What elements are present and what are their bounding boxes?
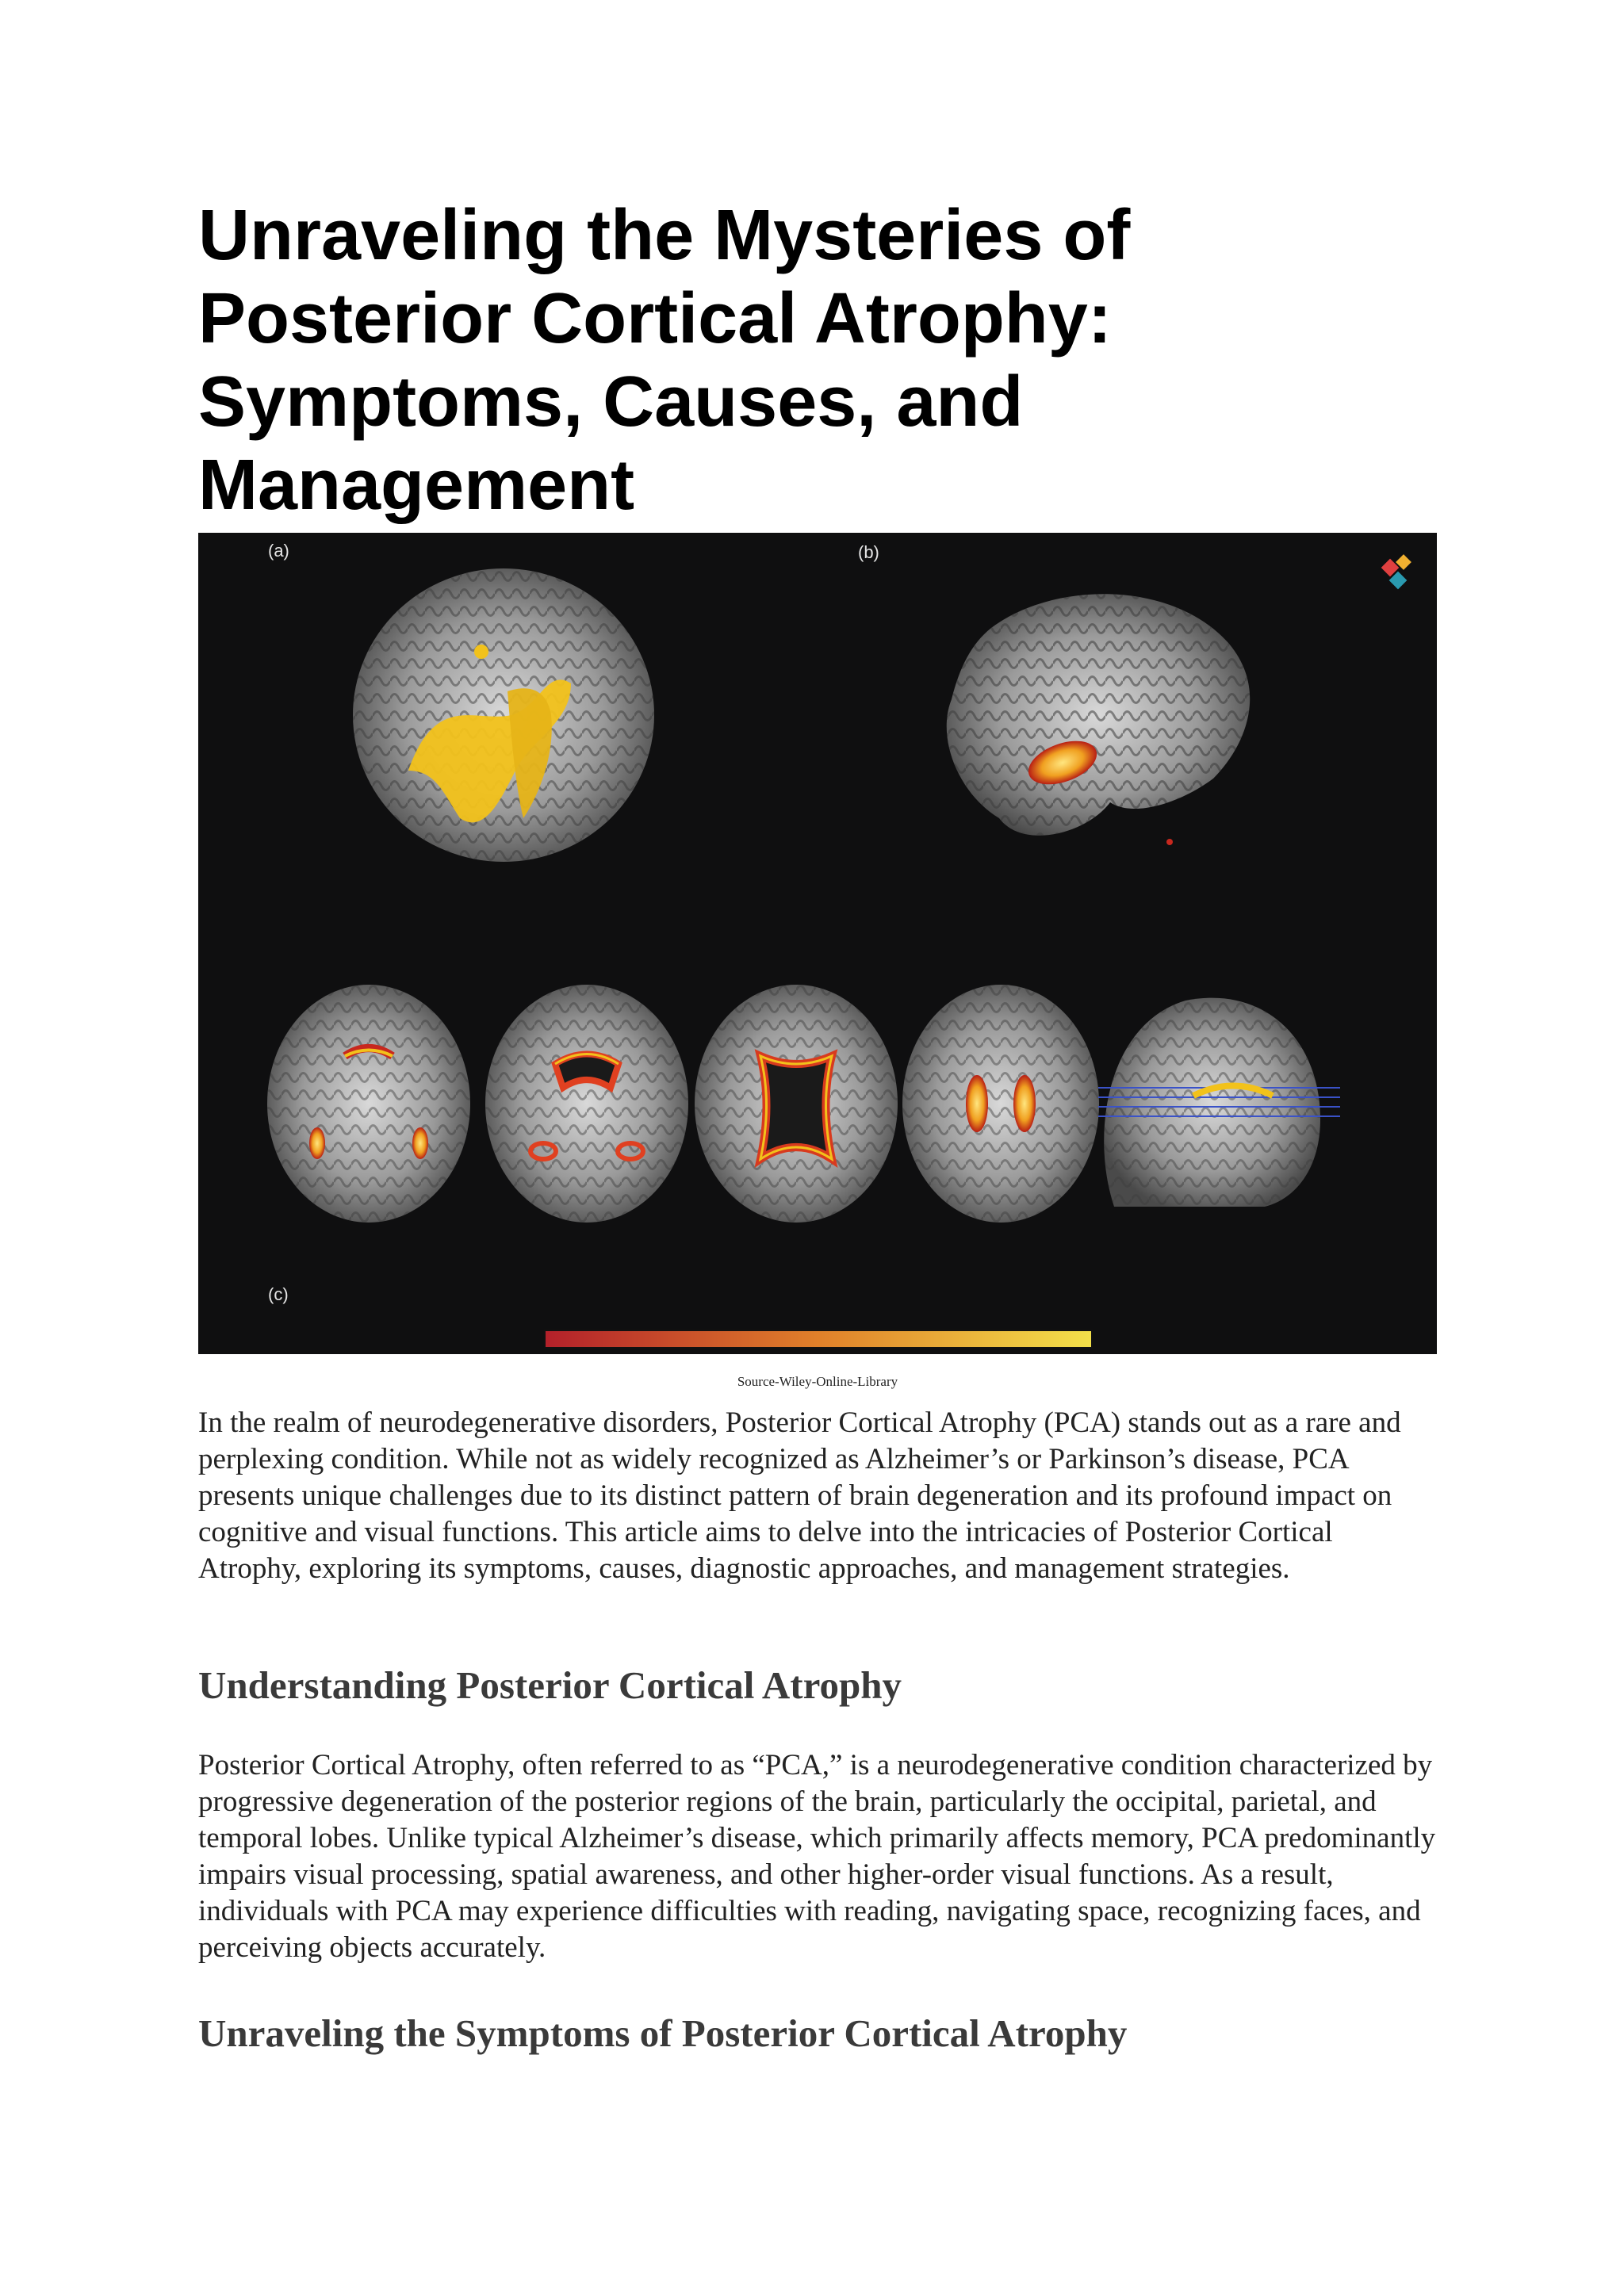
panel-b-sagittal-slice bbox=[947, 594, 1250, 845]
intro-paragraph: In the realm of neurodegenerative disorders, Posterior Cortical Atrophy (PCA) stands out as a rare and perplexing condition. While not as widely recognized as Alzheimer’s or Parkinson’s disease, PCA presents unique challenges due to its distinct pattern of brain degeneration and its profound impact on cognitive and visual functions. This article aims to delve into the intricacies of Posterior Cortical Atrophy, exploring its symptoms, causes, diagnostic approaches, and management strategies. bbox=[198, 1406, 1401, 1585]
brain-mri-image bbox=[198, 533, 1437, 1354]
section-heading-symptoms: Unraveling the Symptoms of Posterior Cortical Atrophy bbox=[198, 2011, 1128, 2055]
figure-caption: Source-Wiley-Online-Library bbox=[737, 1374, 898, 1389]
axial-slice-2 bbox=[485, 985, 688, 1223]
sagittal-reference-slice bbox=[1098, 998, 1340, 1207]
publisher-logo bbox=[1381, 554, 1411, 589]
intensity-color-bar bbox=[545, 1330, 1092, 1348]
panel-label-a: (a) bbox=[268, 541, 289, 561]
axial-slice-1 bbox=[267, 985, 470, 1223]
panel-label-c: (c) bbox=[268, 1284, 289, 1304]
axial-slice-4 bbox=[902, 985, 1099, 1223]
axial-slice-3 bbox=[695, 985, 898, 1223]
brain-mri-figure bbox=[198, 533, 1437, 1354]
panel-a-3d-brain bbox=[353, 568, 654, 862]
article-title: Unraveling the Mysteries of Posterior Cortical Atrophy: Symptoms, Causes, and Management bbox=[198, 196, 1131, 525]
panel-label-b: (b) bbox=[858, 542, 879, 562]
section-paragraph-understanding: Posterior Cortical Atrophy, often referred to as “PCA,” is a neurodegenerative condition characterized by progressive degeneration of the posterior regions of the brain, particularly the occipital, parietal, and temporal lobes. Unlike typical Alzheimer’s disease, which primarily affects memory, PCA predominantly impairs visual processing, spatial awareness, and other higher-order visual functions. As a result, individuals with PCA may experience difficulties with reading, navigating space, recognizing faces, and perceiving objects accurately. bbox=[198, 1749, 1436, 1964]
panel-c-axial-slices bbox=[267, 985, 1340, 1223]
section-heading-understanding: Understanding Posterior Cortical Atrophy bbox=[198, 1663, 902, 1707]
